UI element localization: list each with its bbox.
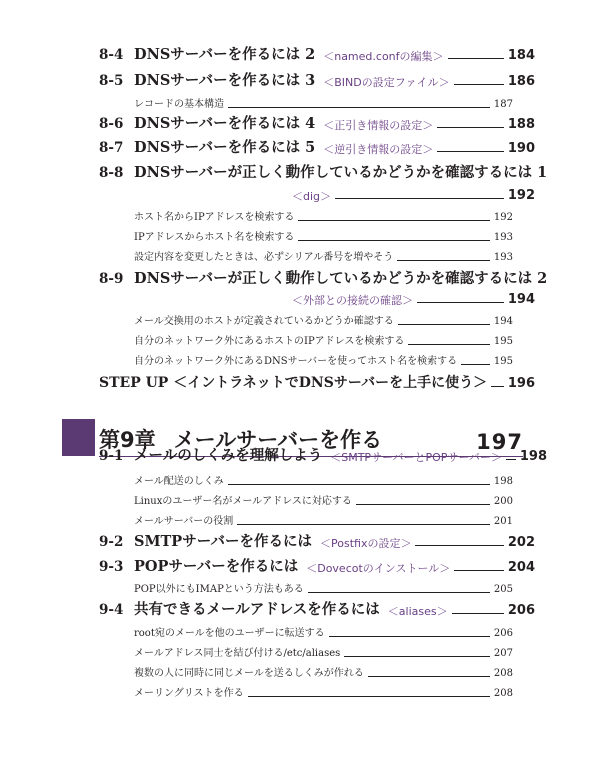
entry-body	[134, 629, 513, 639]
entry-title: SMTPサーバーを作るには	[134, 532, 312, 550]
entry-body	[134, 557, 535, 575]
entry-title: 共有できるメールアドレスを作るには	[134, 600, 380, 618]
entry-body	[292, 293, 535, 306]
dot-leader	[397, 260, 490, 261]
entry-title: POP以外にもIMAPという方法もある	[134, 584, 304, 595]
page-number: 187	[493, 99, 513, 110]
dot-leader	[461, 364, 490, 365]
dot-leader	[237, 524, 490, 525]
page-number: 193	[493, 232, 513, 243]
entry-body	[134, 532, 535, 550]
dot-leader	[329, 636, 490, 637]
page-number: 193	[493, 252, 513, 263]
dot-leader	[368, 676, 490, 677]
entry-body	[134, 233, 513, 243]
entry-body	[134, 138, 535, 156]
entry-title: メールアドレス同士を結び付ける/etc/aliases	[134, 648, 341, 659]
entry-title: root宛のメールを他のユーザーに転送する	[134, 628, 325, 639]
entry-title: レコードの基本構造	[134, 99, 224, 110]
entry-subtitle: ＜逆引き情報の設定＞	[323, 143, 434, 156]
entry-body	[134, 114, 535, 132]
page-number: 195	[493, 336, 513, 347]
entry-title: IPアドレスからホスト名を検索する	[134, 232, 295, 243]
section-number: 9-3	[99, 558, 124, 575]
dot-leader	[454, 570, 504, 571]
entry-body	[134, 45, 535, 63]
entry-subtitle: ＜BINDの設定ファイル＞	[323, 76, 450, 89]
page-number: 201	[493, 516, 513, 527]
page-number: 194	[507, 292, 535, 307]
entry-title: DNSサーバーを作るには 3	[134, 71, 316, 89]
entry-subtitle: ＜aliases＞	[387, 605, 448, 618]
page-number: 208	[493, 668, 513, 679]
entry-title: メール配送のしくみ	[134, 476, 224, 487]
entry-subtitle: ＜Postfixの設定＞	[320, 537, 412, 550]
dot-leader	[228, 484, 490, 485]
section-number: 8-6	[99, 115, 124, 132]
entry-body	[134, 669, 513, 679]
entry-body	[134, 71, 535, 89]
page-number: 198	[519, 449, 548, 464]
entry-title: 設定内容を変更したときは、必ずシリアル番号を増やそう	[134, 252, 394, 263]
entry-title: メールのしくみを理解しよう	[134, 446, 323, 464]
entry-title: メール交換用のホストが定義されているかどうか確認する	[134, 316, 394, 327]
entry-body	[134, 689, 513, 699]
entry-title: STEP UP ＜イントラネットでDNSサーバーを上手に使う＞	[99, 375, 488, 391]
dot-leader	[454, 84, 504, 85]
entry-body	[134, 213, 513, 223]
page-number: 192	[493, 212, 513, 223]
page-number: 194	[493, 316, 513, 327]
entry-body	[134, 317, 513, 327]
entry-body	[134, 497, 513, 507]
entry-title: DNSサーバーを作るには 4	[134, 114, 316, 132]
section-number: 8-5	[99, 72, 124, 89]
chapter-page: 197	[476, 430, 523, 454]
entry-body	[134, 337, 513, 347]
section-number: 8-4	[99, 46, 124, 63]
page-number: 198	[493, 476, 513, 487]
section-number: 9-2	[99, 533, 124, 550]
entry-subtitle: ＜正引き情報の設定＞	[323, 119, 434, 132]
page-number: 206	[493, 628, 513, 639]
entry-title: メールサーバーの役割	[134, 516, 234, 527]
dot-leader	[298, 220, 490, 221]
page-number: 192	[507, 188, 535, 203]
dot-leader	[415, 545, 503, 546]
entry-subtitle: ＜dig＞	[292, 190, 332, 203]
dot-leader	[437, 151, 504, 152]
entry-title: DNSサーバーが正しく動作しているかどうかを確認するには 1	[134, 163, 548, 181]
page-number: 208	[493, 688, 513, 699]
page-number: 186	[507, 74, 535, 89]
dot-leader	[308, 592, 490, 593]
section-number: 8-7	[99, 139, 124, 156]
page-number: 200	[493, 496, 513, 507]
chapter-title: メールサーバーを作る	[173, 428, 383, 452]
dot-leader	[356, 504, 490, 505]
dot-leader	[417, 302, 504, 303]
dot-leader	[408, 344, 490, 345]
entry-title: POPサーバーを作るには	[134, 557, 299, 575]
entry-body	[134, 585, 513, 595]
page-number: 207	[493, 648, 513, 659]
entry-subtitle: ＜外部との接続の確認＞	[292, 294, 413, 307]
entry-body	[134, 269, 548, 287]
dot-leader	[248, 696, 490, 697]
dot-leader	[298, 240, 490, 241]
page-number: 190	[507, 141, 535, 156]
page-number: 205	[493, 584, 513, 595]
dot-leader	[452, 613, 504, 614]
entry-body	[134, 649, 513, 659]
page-number: 184	[507, 48, 535, 63]
dot-leader	[437, 127, 504, 128]
chapter-marker-block	[62, 419, 95, 456]
entry-title: Linuxのユーザー名がメールアドレスに対応する	[134, 496, 352, 507]
section-number: 8-9	[99, 270, 124, 287]
entry-subtitle: ＜SMTPサーバーとPOPサーバー＞	[330, 451, 502, 464]
entry-title: DNSサーバーを作るには 2	[134, 45, 316, 63]
entry-body	[134, 163, 548, 181]
section-number: 9-4	[99, 601, 124, 618]
entry-body	[134, 357, 513, 367]
section-number: 8-8	[99, 164, 124, 181]
entry-body	[134, 600, 535, 618]
dot-leader	[491, 386, 504, 387]
dot-leader	[335, 198, 504, 199]
page-number: 196	[507, 376, 535, 391]
entry-subtitle: ＜named.confの編集＞	[323, 50, 444, 63]
page-number: 195	[493, 356, 513, 367]
entry-body	[134, 477, 513, 487]
page-number: 202	[507, 535, 535, 550]
dot-leader	[398, 324, 490, 325]
section-number: 9-1	[99, 447, 124, 464]
entry-body	[134, 253, 513, 263]
entry-body	[134, 446, 548, 464]
page-number: 206	[507, 603, 535, 618]
dot-leader	[344, 656, 490, 657]
entry-title: 自分のネットワーク外にあるホストのIPアドレスを検索する	[134, 336, 405, 347]
dot-leader	[228, 107, 490, 108]
entry-title: 複数の人に同時に同じメールを送るしくみが作れる	[134, 668, 364, 679]
entry-title: DNSサーバーを作るには 5	[134, 138, 316, 156]
entry-body	[292, 189, 535, 202]
page-number: 188	[507, 117, 535, 132]
entry-body	[134, 100, 513, 110]
dot-leader	[506, 459, 516, 460]
chapter-label: 第9章	[99, 428, 156, 452]
entry-body	[99, 376, 535, 390]
dot-leader	[448, 58, 504, 59]
entry-title: 自分のネットワーク外にあるDNSサーバーを使ってホスト名を検索する	[134, 356, 458, 367]
entry-title: メーリングリストを作る	[134, 688, 244, 699]
entry-body	[134, 517, 513, 527]
entry-title: DNSサーバーが正しく動作しているかどうかを確認するには 2	[134, 269, 548, 287]
entry-title: ホスト名からIPアドレスを検索する	[134, 212, 295, 223]
page-number: 204	[507, 560, 535, 575]
entry-subtitle: ＜Dovecotのインストール＞	[306, 562, 451, 575]
